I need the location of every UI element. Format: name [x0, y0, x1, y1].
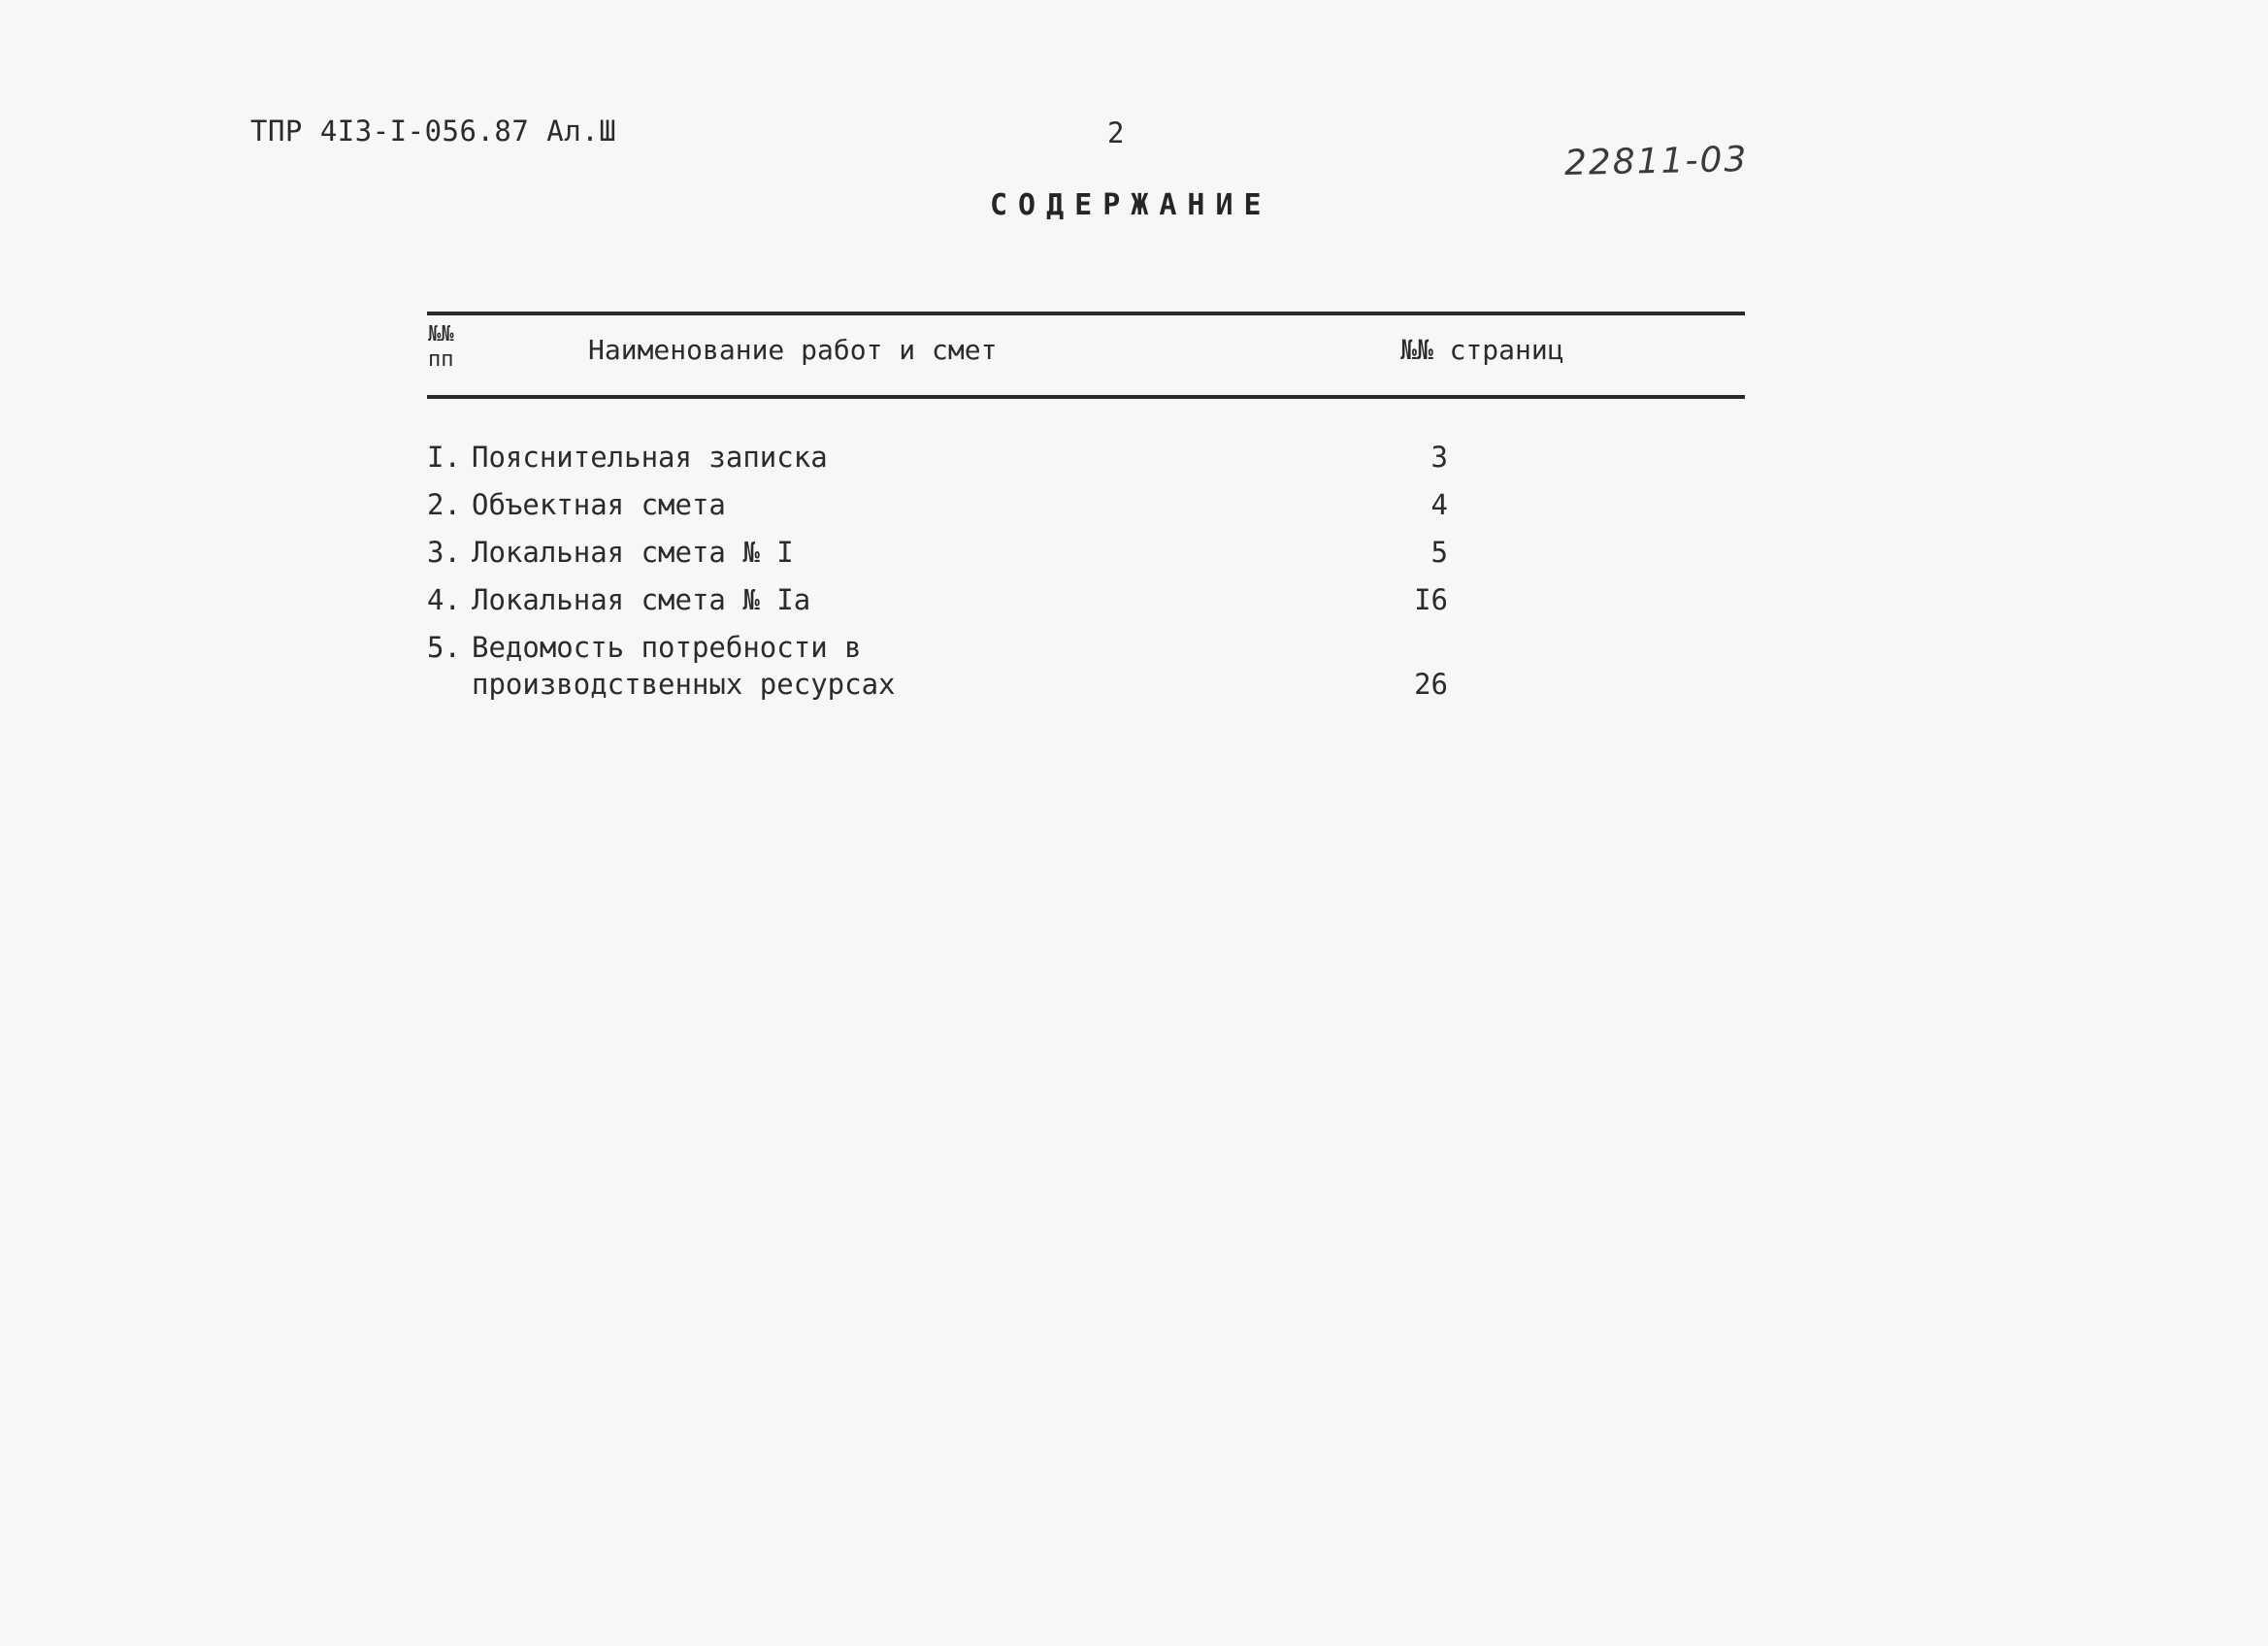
page-title: СОДЕРЖАНИЕ — [990, 188, 1272, 222]
column-header-pages: №№ страниц — [1400, 334, 1564, 366]
row-number: 5. — [427, 631, 461, 664]
table-row — [427, 534, 1689, 571]
row-number: I. — [427, 441, 461, 474]
row-name: Локальная смета № I — [472, 536, 794, 569]
row-page: 4 — [1430, 488, 1448, 521]
page-number: 2 — [1107, 116, 1125, 149]
column-header-number: №№ пп — [428, 322, 454, 372]
column-header-name: Наименование работ и смет — [588, 334, 998, 366]
table-header-rule — [427, 395, 1745, 399]
row-name: Объектная смета — [472, 488, 726, 521]
table-row — [427, 439, 1689, 476]
row-page: 3 — [1430, 441, 1448, 474]
row-number: 3. — [427, 536, 461, 569]
table-row — [427, 581, 1689, 618]
row-page: 26 — [1414, 668, 1448, 701]
document-code: ТПР 4I3-I-056.87 Ал.Ш — [250, 115, 617, 148]
table-row — [427, 629, 1689, 703]
row-number: 2. — [427, 488, 461, 521]
handwritten-code: 22811-03 — [1563, 140, 1749, 183]
row-name: Пояснительная записка — [472, 441, 828, 474]
row-name: Локальная смета № Iа — [472, 583, 811, 616]
row-page: I6 — [1414, 583, 1448, 616]
row-page: 5 — [1430, 536, 1448, 569]
row-name: Ведомость потребности в производственных ресурсах — [472, 631, 896, 701]
table-top-rule — [427, 312, 1745, 315]
table-row — [427, 486, 1689, 523]
row-number: 4. — [427, 583, 461, 616]
